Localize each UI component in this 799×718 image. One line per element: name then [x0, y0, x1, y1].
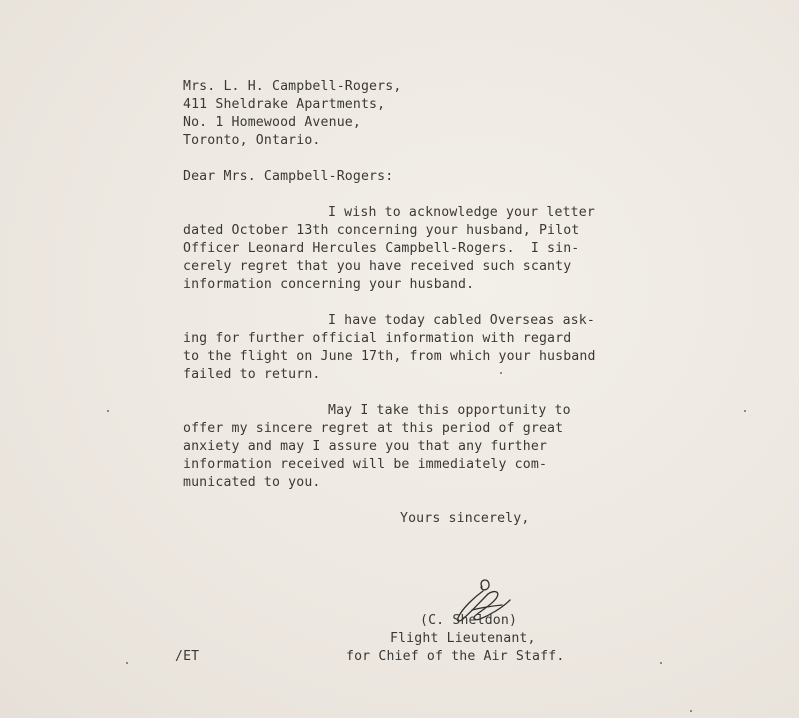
signatory-rank: Flight Lieutenant,	[390, 631, 536, 646]
paragraph-1-line-2: dated October 13th concerning your husband, Pilot	[183, 223, 580, 238]
paragraph-3-line-1: May I take this opportunity to	[328, 403, 571, 418]
signatory-name: (C. Sheldon)	[420, 613, 518, 628]
paragraph-3-line-4: information received will be immediately com-	[183, 457, 548, 472]
paragraph-1-line-4: cerely regret that you have received such scanty	[183, 259, 572, 274]
address-line-1: Mrs. L. H. Campbell-Rogers,	[183, 79, 402, 94]
paragraph-3-line-3: anxiety and may I assure you that any further	[183, 439, 548, 454]
paper-speck	[660, 662, 662, 664]
paragraph-3-line-2: offer my sincere regret at this period of great	[183, 421, 564, 436]
paragraph-1-line-3: Officer Leonard Hercules Campbell-Rogers. I sin-	[183, 241, 580, 256]
paragraph-1-line-1: I wish to acknowledge your letter	[328, 205, 595, 220]
address-line-4: Toronto, Ontario.	[183, 133, 321, 148]
paragraph-2-line-3: to the flight on June 17th, from which your husband	[183, 349, 596, 364]
paragraph-2-line-1: I have today cabled Overseas ask-	[328, 313, 595, 328]
address-line-3: No. 1 Homewood Avenue,	[183, 115, 361, 130]
paper-speck	[107, 410, 109, 412]
paper-speck	[500, 372, 502, 374]
closing: Yours sincerely,	[400, 511, 530, 526]
paragraph-2-line-4: failed to return.	[183, 367, 321, 382]
address-line-2: 411 Sheldrake Apartments,	[183, 97, 386, 112]
paragraph-3-line-5: municated to you.	[183, 475, 321, 490]
paper-speck	[126, 662, 128, 664]
paper-speck	[744, 410, 746, 412]
paragraph-1-line-5: information concerning your husband.	[183, 277, 475, 292]
paragraph-2-line-2: ing for further official information with regard	[183, 331, 572, 346]
signatory-office: for Chief of the Air Staff.	[346, 649, 565, 664]
paper-speck	[690, 710, 692, 712]
salutation: Dear Mrs. Campbell-Rogers:	[183, 169, 394, 184]
typist-reference: /ET	[175, 649, 200, 664]
